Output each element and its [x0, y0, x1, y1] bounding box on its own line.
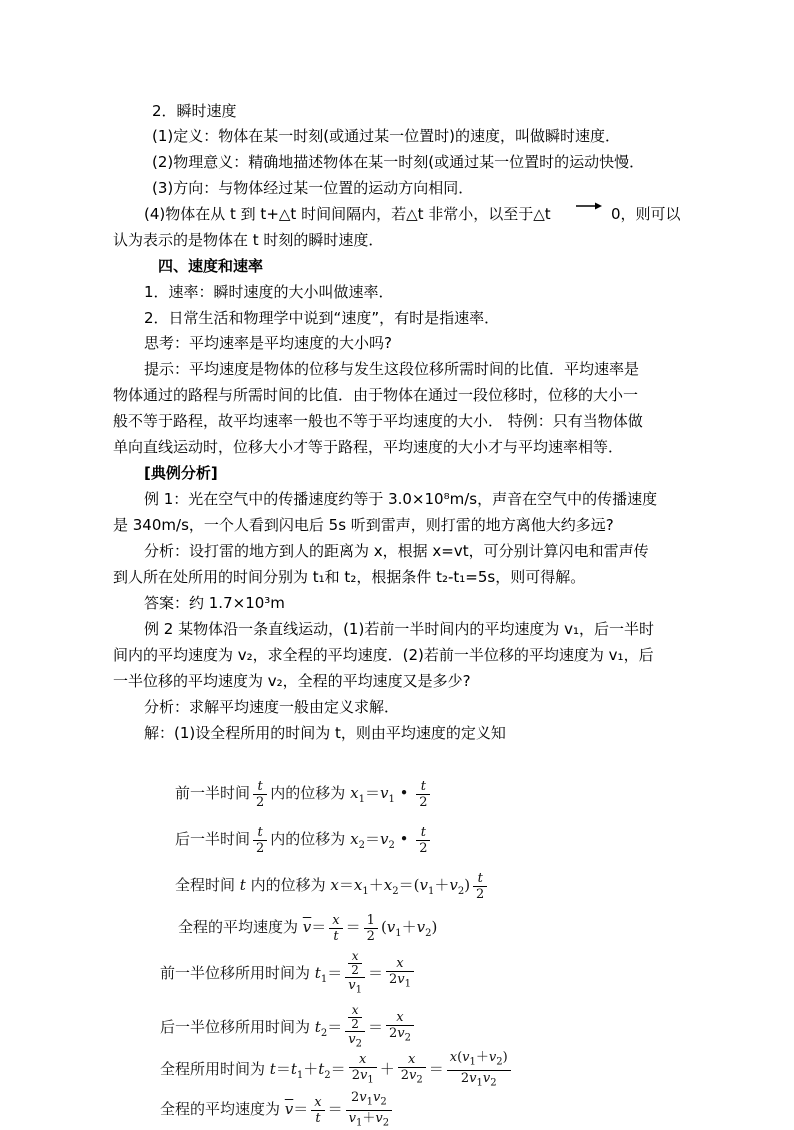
analysis-1-line-2: 到人所在处所用的时间分别为 t₁和 t₂，根据条件 t₂-t₁=5s，则可得解。: [113, 568, 586, 586]
formula-5: 前一半位移所用时间为 $t_1=$ $\frac{\frac{x}{2}}{v_1}$ ＝ $\frac{x}{2v_1}$: [160, 950, 417, 998]
definition-paragraph: (1)定义：物体在某一时刻(或通过某一位置时)的速度，叫做瞬时速度．: [152, 127, 620, 145]
direction-paragraph: (3)方向：与物体经过某一位置的运动方向相同．: [152, 179, 474, 197]
analysis-2: 分析：求解平均速度一般由定义求解．: [144, 698, 400, 716]
formula-5-label: 前一半位移所用时间为: [160, 963, 311, 982]
think-question: 思考：平均速率是平均速度的大小吗?: [144, 334, 392, 352]
hint-line-4: 单向直线运动时，位移大小才等于路程，平均速度的大小才与平均速率相等．: [113, 438, 624, 456]
example-1-line-1: 例 1：光在空气中的传播速度约等于 3.0×10⁸m/s，声音在空气中的传播速度: [144, 490, 658, 508]
limit-paragraph-part-a: (4)物体在从 t 到 t+△t 时间间隔内，若△t 非常小，以至于△t: [144, 205, 551, 223]
formula-3: 全程时间 t 内的位移为 $x=x_1+x_2=(v_1+v_2)$ $\frac{t}{2}$: [175, 870, 490, 907]
limit-paragraph-part-b: 0，则可以: [611, 205, 681, 223]
example-2-line-1: 例 2 某物体沿一条直线运动，(1)若前一半时间内的平均速度为 v₁，后一半时: [144, 620, 654, 638]
example-2-line-2: 间内的平均速度为 v₂，求全程的平均速度．(2)若前一半位移的平均速度为 v₁，后: [113, 646, 654, 664]
section-4-title: 四、速度和速率: [158, 257, 264, 275]
formula-3-mid: 内的位移为: [250, 876, 326, 894]
formula-4: 全程的平均速度为 $\overline{v}=$ $\frac{x}{t}$ ＝ $\frac{1}{2}$ $(v_1+v_2)$: [178, 912, 438, 944]
solution-2-intro: 解：(1)设全程所用的时间为 t，则由平均速度的定义知: [144, 724, 506, 742]
formula-8-label: 全程的平均速度为: [160, 1100, 281, 1119]
formula-4-label: 全程的平均速度为: [178, 918, 299, 936]
formula-1-mid: 内的位移为: [270, 784, 346, 802]
formula-7: 全程所用时间为 $t=t_1+t_2=$ $\frac{x}{2v_1}$ ＋ $\frac{x}{2v_2}$ ＝ $\frac{x(v_1+v_2)}{2v_1v_2}$: [160, 1050, 514, 1091]
speed-definition: 1．速率：瞬时速度的大小叫做速率．: [144, 283, 394, 301]
formula-2-mid: 内的位移为: [270, 830, 346, 848]
example-2-line-3: 一半位移的平均速度为 v₂，全程的平均速度又是多少?: [113, 672, 471, 690]
formula-2-label: 后一半时间: [175, 830, 251, 848]
formula-8: 全程的平均速度为 $\overline{v}=$ $\frac{x}{t}$ ＝ $\frac{2v_1v_2}{v_1+v_2}$: [160, 1090, 395, 1130]
formula-1: 前一半时间 $\frac{t}{2}$ 内的位移为 $x_1=v_1$ • $\frac{t}{2}$: [175, 778, 433, 815]
hint-line-1: 提示：平均速度是物体的位移与发生这段位移所需时间的比值．平均速率是: [144, 360, 640, 378]
formula-2: 后一半时间 $\frac{t}{2}$ 内的位移为 $x_2=v_2$ • $\frac{t}{2}$: [175, 824, 433, 861]
example-1-line-2: 是 340m/s，一个人看到闪电后 5s 听到雷声，则打雷的地方离他大约多远?: [113, 516, 614, 534]
formula-3-label: 全程时间: [175, 876, 236, 894]
examples-heading: [典例分析]: [144, 464, 218, 482]
hint-line-3: 般不等于路程，故平均速率一般也不等于平均速度的大小． 特例：只有当物体做: [113, 412, 643, 430]
formula-7-label: 全程所用时间为: [160, 1060, 266, 1079]
analysis-1-line-1: 分析：设打雷的地方到人的距离为 x，根据 x=vt，可分别计算闪电和雷声传: [144, 542, 649, 560]
physical-meaning-paragraph: (2)物理意义：精确地描述物体在某一时刻(或通过某一位置时的运动快慢．: [152, 153, 645, 171]
formula-6-label: 后一半位移所用时间为: [160, 1017, 311, 1036]
speed-usage: 2．日常生活和物理学中说到“速度”，有时是指速率．: [144, 309, 500, 327]
formula-6: 后一半位移所用时间为 $t_2=$ $\frac{\frac{x}{2}}{v_2}$ ＝ $\frac{x}{2v_2}$: [160, 1004, 417, 1052]
section-2-title: 2．瞬时速度: [152, 102, 237, 120]
right-arrow-icon: [576, 201, 602, 211]
hint-line-2: 物体通过的路程与所需时间的比值．由于物体在通过一段位移时，位移的大小一: [113, 386, 639, 404]
limit-paragraph-part-c: 认为表示的是物体在 t 时刻的瞬时速度．: [113, 231, 384, 249]
answer-1: 答案：约 1.7×10³m: [144, 594, 285, 612]
formula-1-label: 前一半时间: [175, 784, 251, 802]
